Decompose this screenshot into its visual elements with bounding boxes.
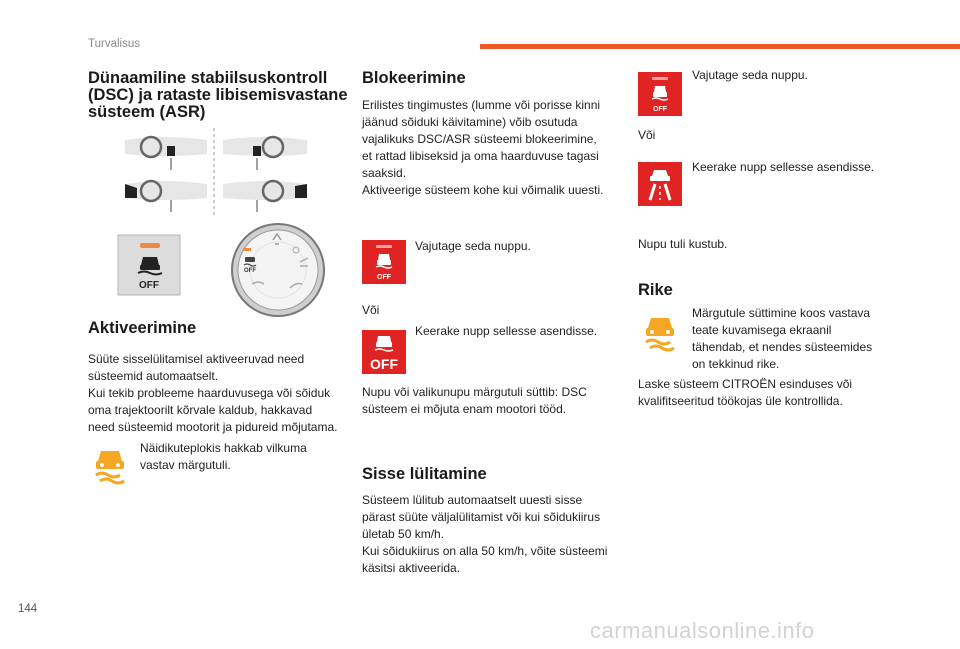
traction-diagrams — [115, 128, 335, 216]
fault-heading: Rike — [638, 281, 673, 299]
blocking-heading: Blokeerimine — [362, 69, 466, 87]
col3-or-text: Või — [638, 128, 656, 142]
activation-text: Süüte sisselülitamisel aktiveeruvad need süsteemid automaatselt. Kui tekib probleeme haarduvusega või sõiduk oma trajektoorilt kõrvale kaldub, hakkavad need süsteemid mootorit ja pidureid mõjutama. — [88, 352, 338, 434]
fault-note: Märgutule süttimine koos vastava teate kuvamisega ekraanil tähendab, et nendes süsteemides on tekkinud rike. — [692, 306, 873, 371]
result-text: Nupu või valikunupu märgutuli süttib: DSC süsteem ei mõjuta enam mootori tööd. — [362, 385, 587, 416]
svg-text:OFF: OFF — [653, 106, 667, 113]
svg-text:OFF: OFF — [139, 280, 159, 291]
svg-text:OFF: OFF — [244, 268, 256, 274]
dsc-asr-title: Dünaamiline stabiilsuskontroll (DSC) ja rataste libisemisvastane süsteem (ASR) — [88, 69, 348, 121]
fault-text: Laske süsteem CITROËN esinduses või kvalifitseeritud töökojas üle kontrollida. — [638, 377, 853, 408]
car-diagram-4 — [223, 181, 307, 212]
knob-road-position-icon — [638, 162, 682, 206]
dsc-off-button-icon — [118, 235, 180, 295]
activation-heading: Aktiveerimine — [88, 319, 197, 337]
car-diagram-3 — [125, 181, 207, 212]
car-diagram-2 — [223, 137, 307, 170]
svg-text:OFF: OFF — [370, 356, 398, 372]
light-off-text: Nupu tuli kustub. — [638, 237, 728, 251]
fault-warning-lamp-icon — [642, 314, 678, 350]
dsc-off-red-button-icon — [362, 240, 406, 284]
press-button-text: Vajutage seda nuppu. — [415, 239, 531, 253]
blocking-text: Erilistes tingimustes (lumme või porisse kinni jäänud sõiduki käivitamine) võib osutuda vajalikuks DSC/ASR süsteemi blokeerimine, et rattad libiseksid ja oma haarduvuse tagasi saaksid. Aktiveerige süsteem kohe kui võimalik uuesti. — [362, 98, 604, 197]
reactivation-text: Süsteem lülitub automaatselt uuesti sisse pärast süüte väljalülitamist või kui sõidukiirus ületab 50 km/h. Kui sõidukiirus on alla 50 km/h, võite süsteemi käsitsi aktiveerida. — [362, 493, 608, 575]
col3-press-button-text: Vajutage seda nuppu. — [692, 68, 808, 82]
warning-note: Näidikuteplokis hakkab vilkuma vastav märgutuli. — [140, 441, 307, 472]
reactivation-heading: Sisse lülitamine — [362, 465, 487, 483]
or-text: Või — [362, 303, 380, 317]
knob-off-position-icon — [362, 330, 406, 374]
watermark: carmanualsonline.info — [590, 618, 815, 643]
car-diagram-1 — [125, 137, 207, 170]
dsc-warning-lamp-icon — [92, 447, 128, 483]
section-title: Turvalisus — [88, 38, 140, 50]
svg-text:OFF: OFF — [377, 274, 391, 281]
mode-selector-knob-icon — [230, 222, 326, 318]
col3-turn-knob-text: Keerake nupp sellesse asendisse. — [692, 160, 875, 174]
turn-knob-text: Keerake nupp sellesse asendisse. — [415, 324, 598, 338]
header-accent-bar — [480, 44, 960, 49]
asr-off-red-button-icon — [638, 72, 682, 116]
page-number: 144 — [18, 603, 38, 615]
